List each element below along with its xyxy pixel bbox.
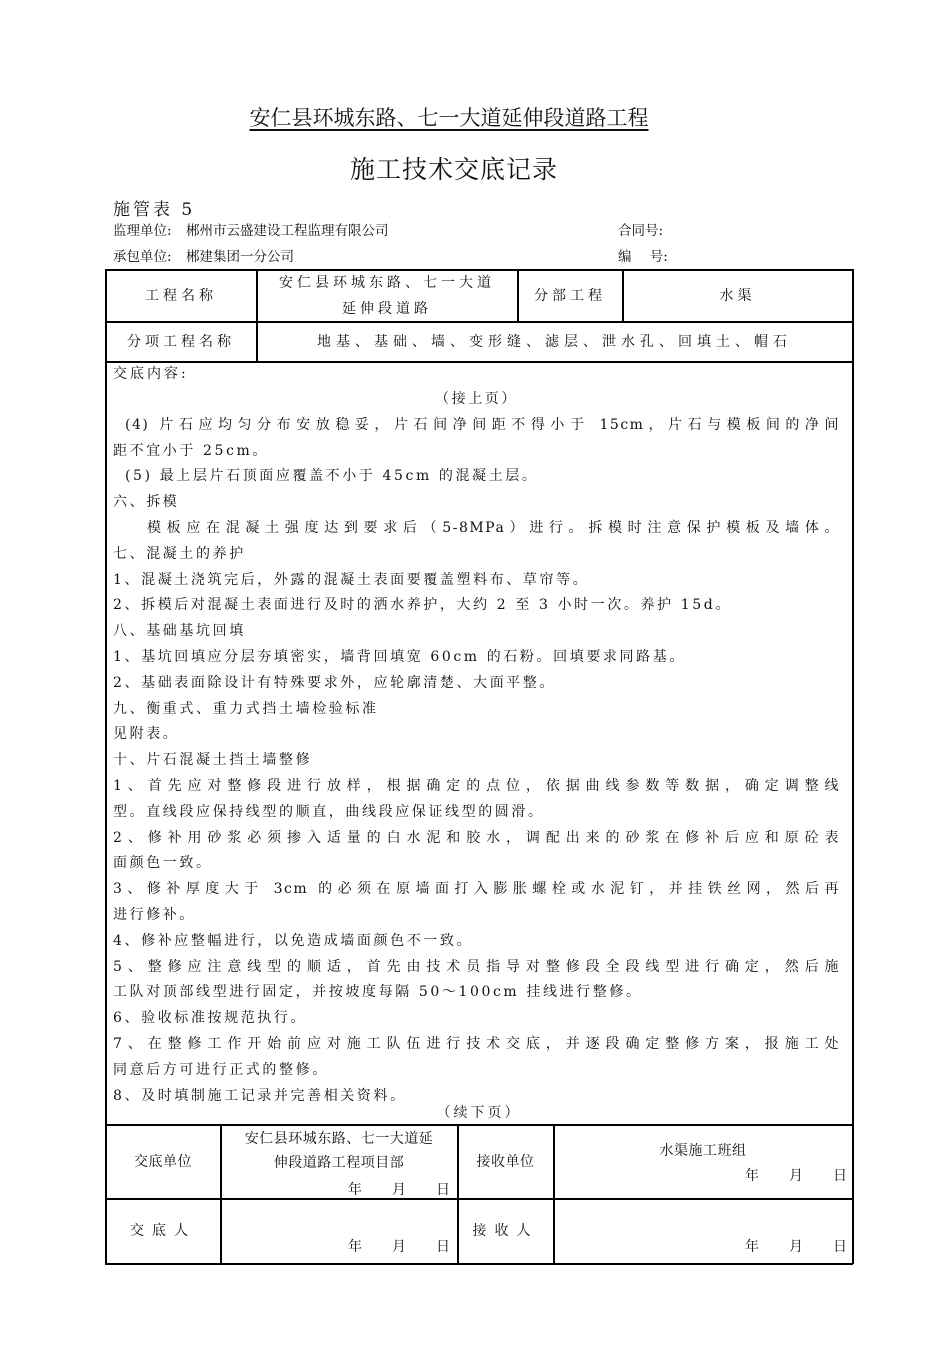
- content-line: 6、验收标准按规范执行。: [113, 1010, 308, 1027]
- content-line: 1、混凝土浇筑完后，外露的混凝土表面要覆盖塑料布、草帘等。: [113, 571, 590, 588]
- date-month: 月: [789, 1168, 803, 1184]
- content-line: 8、及时填制施工记录并完善相关资料。: [113, 1087, 407, 1104]
- date-month: 月: [789, 1239, 803, 1255]
- section-heading: 七、混凝土的养护: [113, 545, 246, 562]
- receiver-unit-label: 接收单位: [476, 1153, 535, 1170]
- date-year: 年: [348, 1239, 362, 1255]
- project-name-label: 工程名称: [145, 287, 217, 304]
- subitem-value: 地基、基础、墙、变形缝、滤层、泄水孔、回填土、帽石: [317, 333, 792, 350]
- content-line: (5) 最上层片石顶面应覆盖不小于 45cm 的混凝土层。: [125, 468, 539, 485]
- date-day: 日: [833, 1239, 847, 1255]
- subitem-label: 分项工程名称: [127, 333, 235, 350]
- supervisor-value: 郴州市云盛建设工程监理有限公司: [186, 223, 389, 239]
- content-line: 模板应在混凝土强度达到要求后（5-8MPa）进行。拆模时注意保护模板及墙体。: [147, 519, 840, 536]
- project-title: 安仁县环城东路、七一大道延伸段道路工程: [249, 106, 649, 130]
- contract-number-label: 合同号:: [618, 223, 664, 239]
- receiver-unit-value: 水渠施工班组: [659, 1143, 747, 1159]
- document-title: 施工技术交底记录: [349, 155, 558, 184]
- issuer-unit-value-line-2: 伸段道路工程项目部: [273, 1155, 405, 1171]
- receiver-unit-date: [715, 1165, 847, 1185]
- disclosure-content: [113, 387, 840, 1109]
- issuer-person-date: [318, 1236, 450, 1256]
- serial-number-label: 编 号:: [618, 249, 668, 265]
- project-name-value: [257, 270, 517, 321]
- issuer-person-label: 交底人: [130, 1223, 196, 1239]
- content-line: 见附表。: [113, 726, 180, 743]
- date-year: 年: [745, 1168, 759, 1184]
- content-line: 1、首先应对整修段进行放样，根据确定的点位，依据曲线参数等数据，确定调整线: [113, 777, 840, 794]
- content-line: 型。直线段应保持线型的顺直，曲线段应保证线型的圆滑。: [113, 803, 545, 820]
- content-line: 2、拆模后对混凝土表面进行及时的洒水养护，大约 2 至 3 小时一次。养护 15d。: [113, 597, 732, 614]
- date-day: 日: [833, 1168, 847, 1184]
- content-line: 进行修补。: [113, 906, 196, 923]
- date-month: 月: [392, 1182, 406, 1198]
- content-line: 1、基坑回填应分层夯填密实，墙背回填宽 60cm 的石粉。回填要求同路基。: [113, 648, 686, 665]
- issuer-unit-value-line-1: 安仁县环城东路、七一大道延: [244, 1131, 434, 1147]
- supervisor-label: 监理单位:: [113, 223, 172, 239]
- contractor-label: 承包单位:: [113, 249, 172, 265]
- content-line: 距不宜小于 25cm。: [113, 442, 269, 459]
- project-name-value-line-1: 安仁县环城东路、七一大道: [279, 274, 495, 291]
- issuer-unit-label: 交底单位: [134, 1153, 192, 1170]
- issuer-unit-date: [318, 1179, 450, 1199]
- content-line: (4) 片石应均匀分布安放稳妥，片石间净间距不得小于 15cm，片石与模板间的净间: [125, 416, 840, 433]
- content-line: 3、修补厚度大于 3cm 的必须在原墙面打入膨胀螺栓或水泥钉，并挂铁丝网，然后再: [113, 881, 840, 898]
- date-year: 年: [348, 1182, 362, 1198]
- contractor-value: 郴建集团一分公司: [186, 249, 294, 265]
- continued-to-note: （续下页）: [436, 1105, 522, 1121]
- content-line: 4、修补应整幅进行，以免造成墙面颜色不一致。: [113, 932, 474, 949]
- section-heading: 九、衡重式、重力式挡土墙检验标准: [113, 700, 379, 717]
- date-day: 日: [436, 1182, 450, 1198]
- date-day: 日: [436, 1239, 450, 1255]
- project-name-value-line-2: 延伸段道路: [342, 300, 432, 317]
- content-line: 面颜色一致。: [113, 855, 213, 872]
- content-line: 5、整修应注意线型的顺适，首先由技术员指导对整修段全段线型进行确定，然后施: [113, 958, 840, 975]
- content-line: 7、在整修工作开始前应对施工队伍进行技术交底，并逐段确定整修方案，报施工处: [113, 1035, 840, 1052]
- date-month: 月: [392, 1239, 406, 1255]
- content-line: 2、基础表面除设计有特殊要求外，应轮廓清楚、大面平整。: [113, 674, 557, 691]
- content-line: 工队对顶部线型进行固定，并按坡度每隔 50～100cm 挂线进行整修。: [113, 984, 643, 1001]
- date-year: 年: [745, 1239, 759, 1255]
- receiver-person-label: 接收人: [472, 1223, 539, 1239]
- division-label: 分部工程: [534, 287, 606, 304]
- content-label: 交底内容:: [113, 366, 189, 382]
- receiver-person-date: [715, 1236, 847, 1256]
- section-heading: 六、拆模: [113, 494, 180, 511]
- section-heading: 八、基础基坑回填: [113, 623, 246, 640]
- section-heading: 十、片石混凝土挡土墙整修: [113, 752, 313, 769]
- form-number: 施管表 5: [113, 200, 196, 220]
- content-line: 同意后方可进行正式的整修。: [113, 1061, 329, 1078]
- division-value: 水渠: [719, 287, 756, 304]
- issuer-unit-value: [221, 1127, 457, 1175]
- continued-from-note: （接上页）: [435, 391, 518, 407]
- content-line: 2、修补用砂浆必须掺入适量的白水泥和胶水，调配出来的砂浆在修补后应和原砼表: [113, 829, 840, 846]
